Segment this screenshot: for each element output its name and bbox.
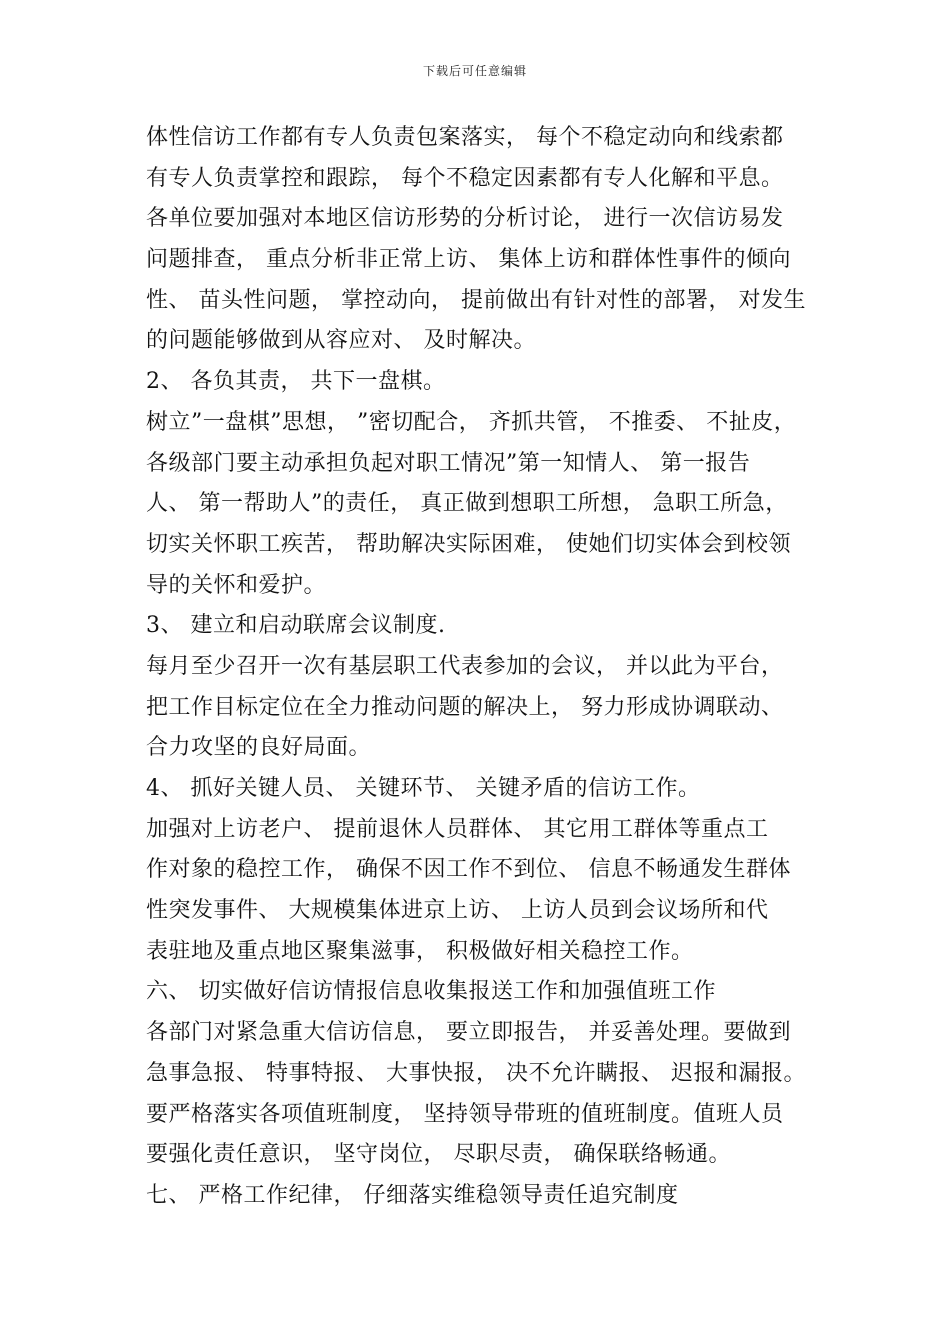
text-line: 每月至少召开一次有基层职工代表参加的会议， 并以此为平台， (146, 653, 784, 679)
text-line: 急事急报、 特事特报、 大事快报， 决不允许瞒报、 迟报和漏报。 (146, 1060, 806, 1086)
text-line: 要严格落实各项值班制度， 坚持领导带班的值班制度。值班人员 (146, 1101, 784, 1127)
text-line: 各部门对紧急重大信访信息， 要立即报告， 并妥善处理。要做到 (146, 1020, 791, 1046)
page-header: 下载后可任意编辑 (422, 64, 527, 78)
text-line: 各单位要加强对本地区信访形势的分析讨论， 进行一次信访易发 (146, 206, 784, 232)
text-line: 导的关怀和爱护。 (146, 572, 327, 598)
text-line: 切实关怀职工疾苦， 帮助解决实际困难， 使她们切实体会到校领 (146, 531, 791, 557)
text-line: 合力攻坚的良好局面。 (146, 735, 372, 761)
text-line: 问题排查， 重点分析非正常上访、 集体上访和群体性事件的倾向 (146, 247, 791, 273)
section-heading: 2、 各负其责， 共下一盘棋。 (146, 369, 446, 395)
text-line: 人、 第一帮助人”的责任， 真正做到想职工所想， 急职工所急， (146, 491, 788, 517)
section-heading: 4、 抓好关键人员、 关键环节、 关键矛盾的信访工作。 (146, 776, 701, 801)
section-heading: 六、 切实做好信访情报信息收集报送工作和加强值班工作 (146, 979, 716, 1005)
section-heading: 七、 严格工作纪律， 仔细落实维稳领导责任追究制度 (146, 1182, 679, 1208)
text-line: 的问题能够做到从容应对、 及时解决。 (146, 328, 536, 354)
text-line: 性、 苗头性问题， 掌控动向， 提前做出有针对性的部署， 对发生 (146, 287, 806, 313)
text-line: 表驻地及重点地区聚集滋事， 积极做好相关稳控工作。 (146, 938, 694, 964)
text-line: 作对象的稳控工作， 确保不因工作不到位、 信息不畅通发生群体 (146, 857, 791, 883)
text-line: 性突发事件、 大规模集体进京上访、 上访人员到会议场所和代 (146, 898, 769, 924)
text-line: 各级部门要主动承担负起对职工情况”第一知情人、 第一报告 (146, 450, 751, 476)
section-heading: 3、 建立和启动联席会议制度. (146, 613, 446, 639)
text-line: 树立”一盘棋”思想， ”密切配合， 齐抓共管， 不推委、 不扯皮， (146, 409, 797, 435)
text-line: 把工作目标定位在全力推动问题的解决上， 努力形成协调联动、 (146, 694, 784, 720)
text-line: 加强对上访老户、 提前退休人员群体、 其它用工群体等重点工 (146, 816, 769, 842)
text-line: 体性信访工作都有专人负责包案落实， 每个不稳定动向和线索都 (146, 125, 784, 150)
document-body (146, 118, 836, 1217)
text-line: 有专人负责掌控和跟踪， 每个不稳定因素都有专人化解和平息。 (146, 165, 784, 191)
text-line: 要强化责任意识， 坚守岗位， 尽职尽责， 确保联络畅通。 (146, 1142, 731, 1168)
